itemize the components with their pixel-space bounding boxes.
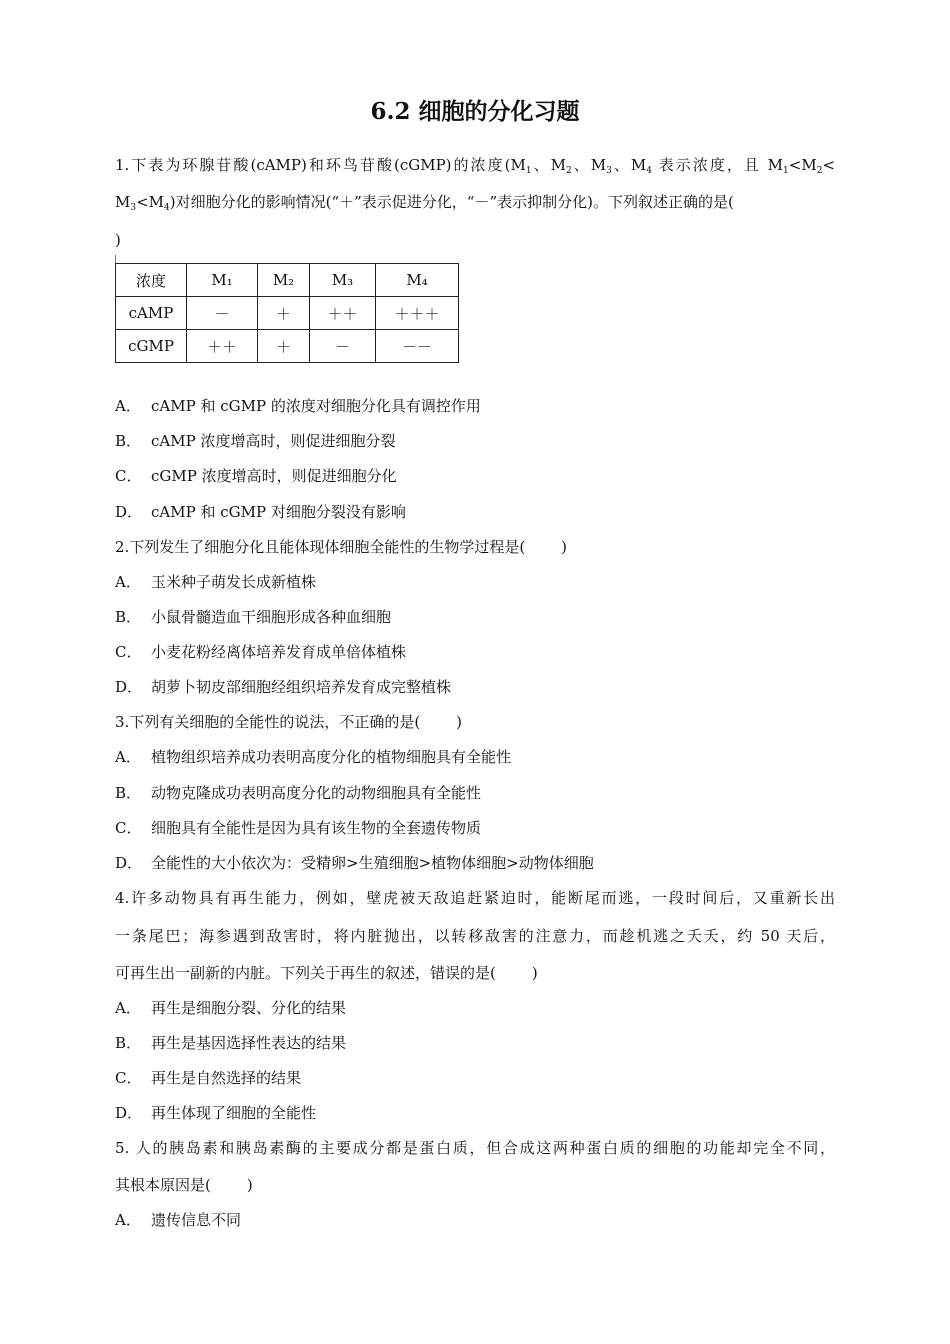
q2-option-c: C． 小麦花粉经离体培养发育成单倍体植株 [115, 643, 407, 661]
q1-option-a: A． cAMP 和 cGMP 的浓度对细胞分化具有调控作用 [115, 397, 481, 415]
table-cell: －－ [376, 330, 459, 363]
q4-stem-line1: 4.许多动物具有再生能力，例如，壁虎被天敌追赶紧迫时，能断尾而逃，一段时间后，又重新长出 [115, 889, 835, 907]
q3-option-b: B． 动物克隆成功表明高度分化的动物细胞具有全能性 [115, 784, 482, 802]
table-cell: ＋＋＋ [376, 297, 459, 330]
table-cell: ＋ [258, 330, 310, 363]
table-header-cell: M₃ [310, 264, 376, 297]
table-header-cell: M₂ [258, 264, 310, 297]
table-row [116, 264, 459, 297]
q5-stem-line2: 其根本原因是( ) [115, 1176, 253, 1194]
q2-option-a: A． 玉米种子萌发长成新植株 [115, 573, 317, 591]
q4-stem-line2: 一条尾巴；海参遇到敌害时，将内脏抛出，以转移敌害的注意力，而趁机逃之夭夭，约 50 天后， [115, 927, 835, 945]
concentration-table [115, 263, 459, 363]
q5-option-a: A． 遗传信息不同 [115, 1211, 242, 1229]
page-title: 6.2 细胞的分化习题 [370, 98, 580, 125]
table-cell: － [310, 330, 376, 363]
q3-stem: 3.下列有关细胞的全能性的说法，不正确的是( ) [115, 713, 463, 731]
q1-option-c: C． cGMP 浓度增高时，则促进细胞分化 [115, 467, 397, 485]
q2-option-d: D． 胡萝卜韧皮部细胞经组织培养发育成完整植株 [115, 678, 452, 696]
q4-option-a: A． 再生是细胞分裂、分化的结果 [115, 999, 347, 1017]
table-row [116, 330, 459, 363]
q3-option-d: D． 全能性的大小依次为：受精卵>生殖细胞>植物体细胞>动物体细胞 [115, 854, 594, 872]
q5-stem-line1: 5. 人的胰岛素和胰岛素酶的主要成分都是蛋白质，但合成这两种蛋白质的细胞的功能却完全不同， [115, 1139, 835, 1157]
table-header-cell: M₄ [376, 264, 459, 297]
q4-option-b: B． 再生是基因选择性表达的结果 [115, 1034, 347, 1052]
q2-option-b: B． 小鼠骨髓造血干细胞形成各种血细胞 [115, 608, 392, 626]
table-header-cell: 浓度 [116, 264, 187, 297]
table-cell: － [187, 297, 258, 330]
table-row [116, 297, 459, 330]
table-header-cell: M₁ [187, 264, 258, 297]
table-corner-mark [115, 255, 116, 263]
q3-option-a: A． 植物组织培养成功表明高度分化的植物细胞具有全能性 [115, 748, 512, 766]
q4-option-c: C． 再生是自然选择的结果 [115, 1069, 302, 1087]
q1-stem-close: ) [115, 231, 121, 249]
q1-option-b: B． cAMP 浓度增高时，则促进细胞分裂 [115, 432, 396, 450]
table-cell: ＋＋ [187, 330, 258, 363]
q1-stem-line1: 1.下表为环腺苷酸(cAMP)和环鸟苷酸(cGMP)的浓度($M_1$、$M_2$、$M_3$、$M_4$ 表示浓度，且 $M_1<M_2<$ [115, 156, 836, 176]
q2-stem: 2.下列发生了细胞分化且能体现体细胞全能性的生物学过程是( ) [115, 538, 568, 556]
q1-stem-line2: $M_3<M_4$)对细胞分化的影响情况(“＋”表示促进分化，“－”表示抑制分化)。下列叙述正确的是( [115, 193, 734, 213]
table-cell: ＋＋ [310, 297, 376, 330]
q4-option-d: D． 再生体现了细胞的全能性 [115, 1104, 317, 1122]
table-cell: cGMP [116, 330, 187, 363]
q3-option-c: C． 细胞具有全能性是因为具有该生物的全套遗传物质 [115, 819, 482, 837]
table-cell: ＋ [258, 297, 310, 330]
table-cell: cAMP [116, 297, 187, 330]
q4-stem-line3: 可再生出一副新的内脏。下列关于再生的叙述，错误的是( ) [115, 964, 538, 982]
q1-option-d: D． cAMP 和 cGMP 对细胞分裂没有影响 [115, 503, 406, 521]
